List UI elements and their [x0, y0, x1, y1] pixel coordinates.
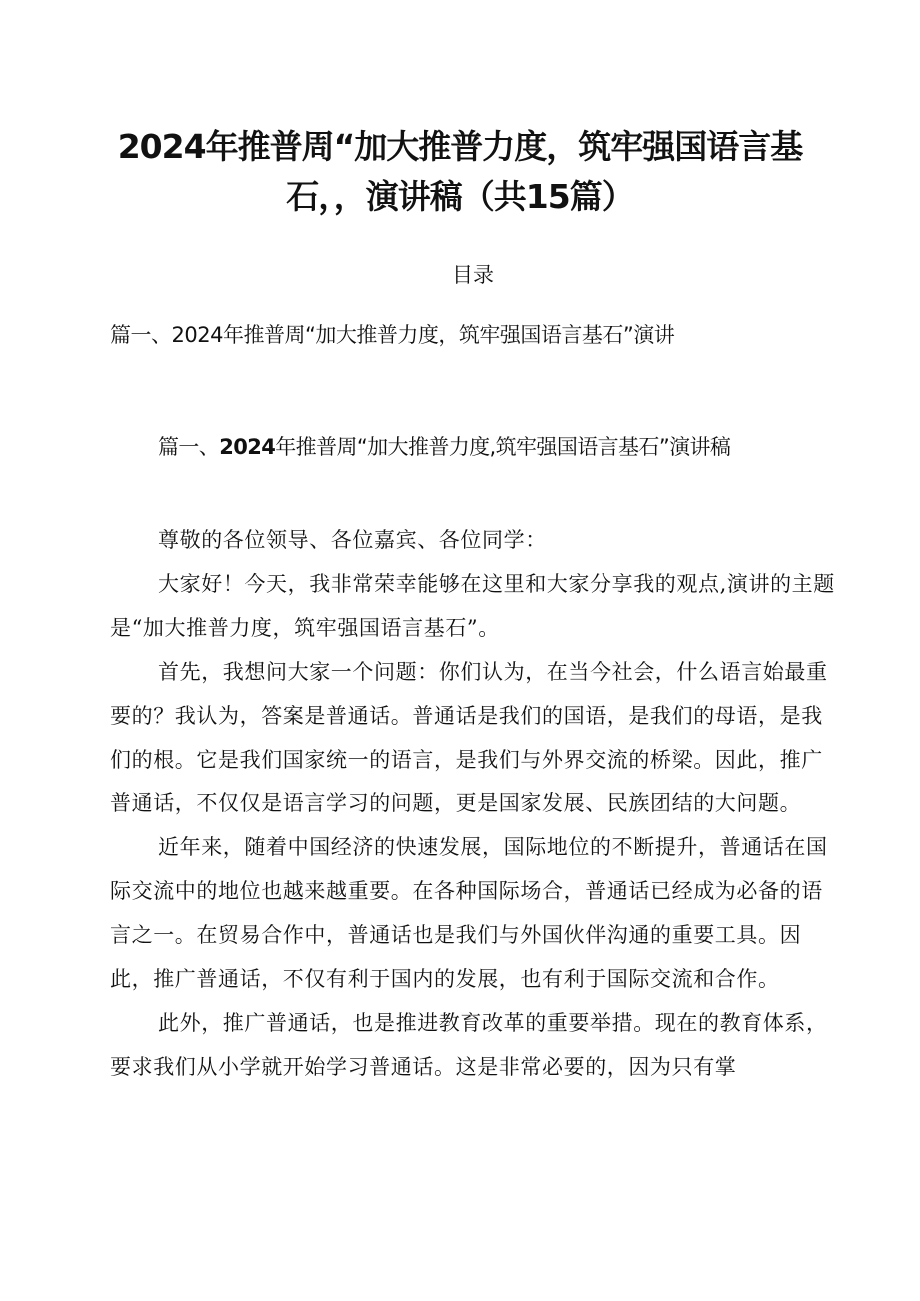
paragraph: 大家好！今天，我非常荣幸能够在这里和大家分享我的观点,演讲的主题是“加大推普力度，筑牢强国语言基石”。: [110, 571, 835, 640]
speech-body: [110, 519, 842, 1090]
section-title-prefix: 篇一、: [158, 435, 220, 459]
document-title: [60, 122, 860, 222]
section-title-year: 2024: [219, 435, 276, 459]
paragraph-salutation: 尊敬的各位领导、各位嘉宾、各位同学：: [158, 528, 547, 552]
section-title-rest: 年推普周“加大推普力度,筑牢强国语言基石”演讲稿: [275, 435, 731, 459]
paragraph: 近年来，随着中国经济的快速发展，国际地位的不断提升，普通话在国际交流中的地位也越来越重要。在各种国际场合，普通话已经成为必备的语言之一。在贸易合作中，普通话也是我们与外国伙伴沟通的重要工具。因此，推广普通话，不仅有利于国内的发展，也有利于国际交流和合作。: [110, 835, 828, 992]
paragraph: 首先，我想问大家一个问题：你们认为，在当今社会，什么语言始最重要的？我认为，答案是普通话。普通话是我们的国语，是我们的母语，是我们的根。它是我们国家统一的语言，是我们与外界交流的桥梁。因此，推广普通话，不仅仅是语言学习的问题，更是国家发展、民族团结的大问题。: [110, 659, 828, 816]
section-title: [158, 432, 898, 462]
toc-item[interactable]: 篇一、2024年推普周“加大推普力度，筑牢强国语言基石”演讲: [110, 323, 675, 347]
document-title-line-1: 2024年推普周“加大推普力度，筑牢强国语言基: [117, 127, 803, 166]
document-title-line-2: 石，，演讲稿（共15篇）: [286, 177, 634, 216]
paragraph: 此外，推广普通话，也是推进教育改革的重要举措。现在的教育体系，要求我们从小学就开始学习普通话。这是非常必要的，因为只有掌: [110, 1010, 828, 1079]
toc-heading: 目录: [452, 263, 494, 287]
